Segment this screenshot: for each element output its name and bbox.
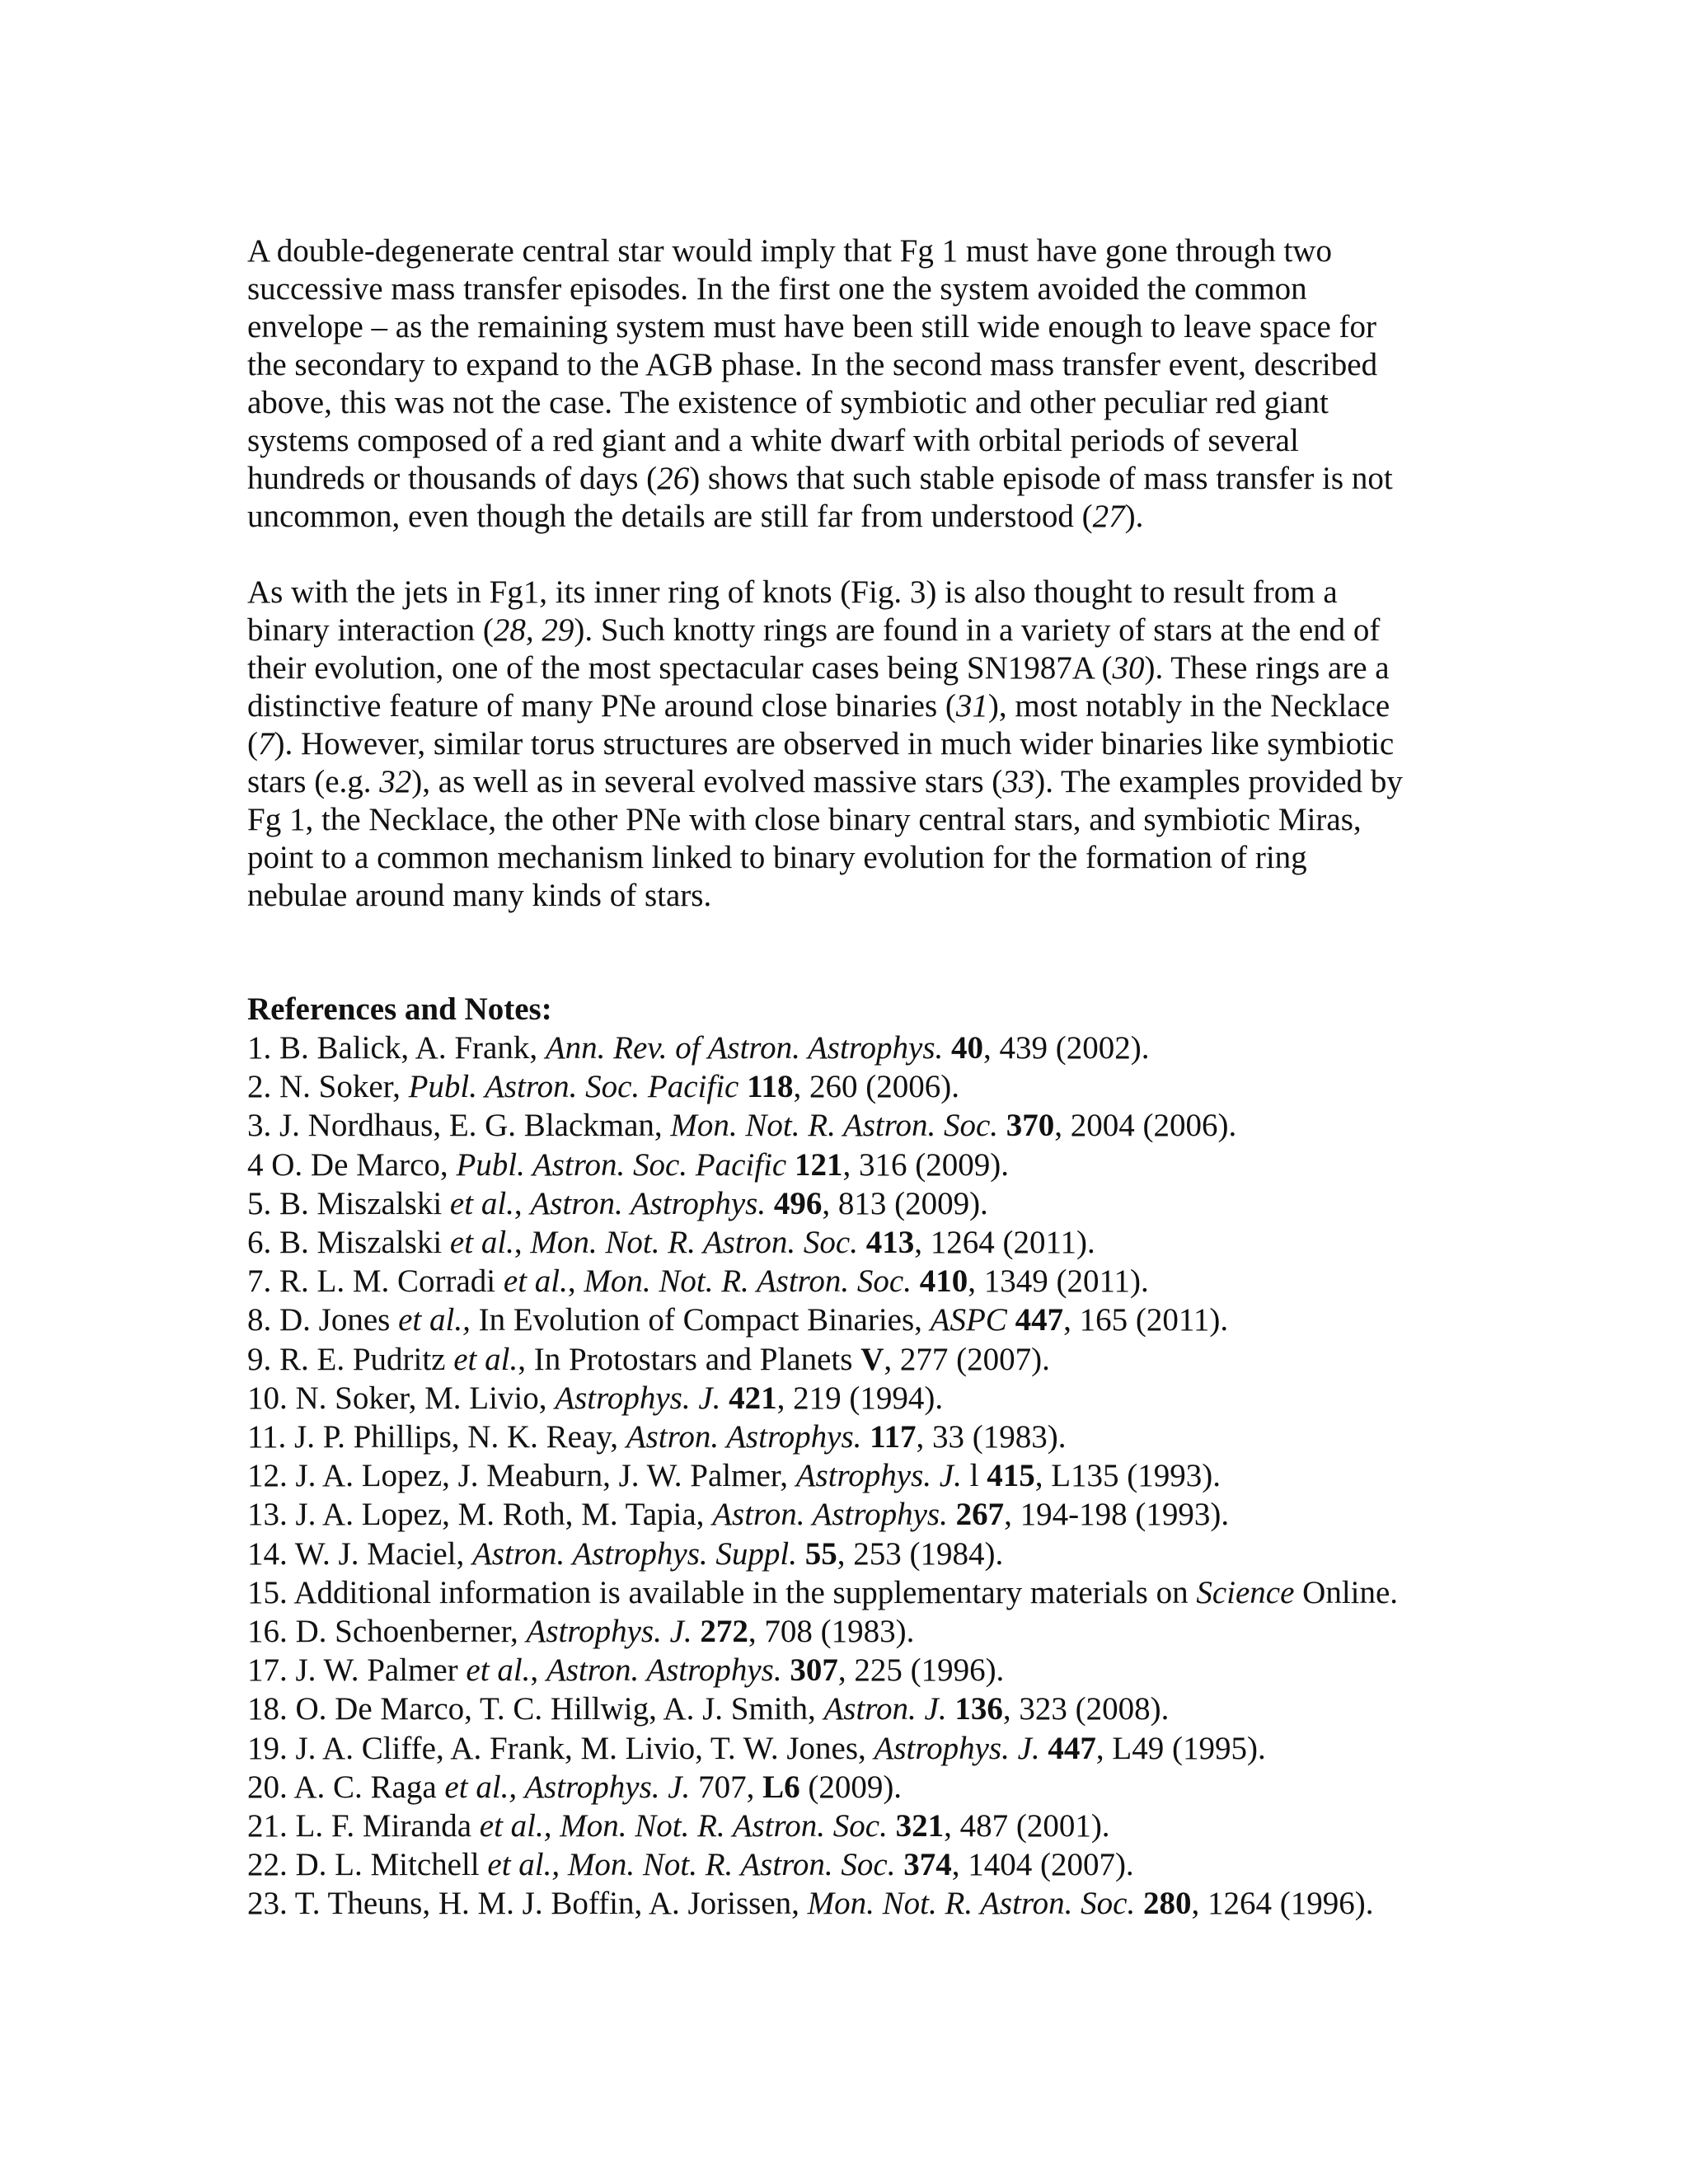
text-run: 5. B. Miszalski <box>247 1185 450 1221</box>
text-run: Astron. Astrophys. <box>546 1652 782 1689</box>
text-run: 40 <box>951 1030 983 1066</box>
text-run: 447 <box>1048 1730 1096 1766</box>
reference-item <box>247 1729 1467 1768</box>
text-run: , L135 (1993). <box>1034 1458 1221 1494</box>
text-run: Online. <box>1294 1574 1399 1610</box>
reference-item <box>247 1067 1467 1106</box>
text-run: V <box>860 1341 884 1377</box>
text-run: 1. B. Balick, A. Frank, <box>247 1030 546 1066</box>
reference-item <box>247 1845 1467 1884</box>
reference-item <box>247 1106 1467 1145</box>
text-run: , <box>530 1652 546 1689</box>
text-run: 32 <box>379 764 412 799</box>
text-run: 370 <box>1006 1108 1055 1144</box>
text-run: ). The examples provided by <box>1034 764 1403 799</box>
text-run: hundreds or thousands of days ( <box>247 461 658 496</box>
text-run: , 2004 (2006). <box>1054 1108 1237 1144</box>
text-run: successive mass transfer episodes. In the first one the system avoided the common <box>247 271 1307 307</box>
text-run: 17. J. W. Palmer <box>247 1652 467 1689</box>
text-run: 117 <box>870 1419 917 1455</box>
text-run: (2009). <box>799 1769 903 1805</box>
text-run: 421 <box>729 1380 777 1416</box>
text-run: 9. R. E. Pudritz <box>247 1341 454 1377</box>
text-run: 14. W. J. Maciel, <box>247 1535 472 1572</box>
text-run: Astron. J. <box>823 1691 947 1727</box>
text-run: 6. B. Miszalski <box>247 1225 450 1261</box>
text-run <box>797 1536 805 1572</box>
text-run: the secondary to expand to the AGB phase. In the second mass transfer event, described <box>247 347 1378 382</box>
reference-item <box>247 1651 1467 1690</box>
text-run: 374 <box>903 1847 952 1883</box>
reference-item <box>247 1340 1467 1379</box>
text-run: Astron. Astrophys. <box>626 1419 862 1455</box>
paragraph-line <box>247 649 1467 687</box>
text-run: , 225 (1996). <box>837 1652 1005 1689</box>
body-text <box>247 232 1467 915</box>
text-run <box>738 1069 747 1104</box>
text-run: 4 O. De Marco, <box>247 1146 457 1183</box>
text-run: , 323 (2008). <box>1002 1691 1170 1727</box>
text-run: In Evolution of Compact Binaries, <box>470 1302 931 1338</box>
text-run: et al. <box>453 1341 518 1377</box>
text-run: ). Such knotty rings are found in a variety of stars at the end of <box>574 612 1381 648</box>
text-run: L6 <box>762 1769 800 1805</box>
text-run: et al., Mon. Not. R. Astron. Soc. <box>479 1808 888 1844</box>
text-run: et al., Astrophys. J. <box>444 1769 691 1805</box>
reference-item <box>247 1807 1467 1845</box>
text-run: uncommon, even though the details are still far from understood ( <box>247 499 1093 534</box>
text-run: l <box>961 1458 987 1494</box>
paragraph-line <box>247 877 1467 915</box>
text-run: A double-degenerate central star would imply that Fg 1 must have gone through two <box>247 233 1332 269</box>
text-run: ), as well as in several evolved massive stars ( <box>411 764 1003 799</box>
text-run <box>766 1186 774 1221</box>
text-run: 27 <box>1092 499 1125 534</box>
paragraph-line <box>247 763 1467 801</box>
text-run: et al., <box>398 1302 471 1338</box>
text-run: , L49 (1995). <box>1095 1730 1266 1766</box>
paragraph-line <box>247 384 1467 422</box>
text-run: , 1349 (2011). <box>968 1263 1149 1300</box>
text-run: ( <box>247 726 258 762</box>
references-heading: References and Notes: <box>247 991 552 1027</box>
text-run <box>1135 1886 1143 1921</box>
text-run: , 1264 (2011). <box>914 1225 1095 1261</box>
reference-item <box>247 1262 1467 1301</box>
reference-item <box>247 1379 1467 1418</box>
text-run: 26 <box>657 461 690 496</box>
text-run: 410 <box>919 1263 968 1300</box>
paragraph-line <box>247 308 1467 346</box>
reference-item <box>247 1029 1467 1067</box>
reference-item <box>247 1535 1467 1573</box>
text-run: 413 <box>865 1225 915 1261</box>
reference-item <box>247 1573 1467 1612</box>
text-run: ) shows that such stable episode of mass transfer is not <box>689 461 1393 496</box>
paragraph-binary-evolution <box>247 232 1467 536</box>
text-run: , <box>567 1263 584 1300</box>
text-run: 30 <box>1112 650 1145 686</box>
text-run: ). These rings are a <box>1144 650 1390 686</box>
text-run: Publ. Astron. Soc. Pacific <box>456 1146 787 1183</box>
text-run: , 708 (1983). <box>748 1614 915 1650</box>
text-run: 22. D. L. Mitchell <box>247 1847 488 1883</box>
text-run <box>720 1380 729 1416</box>
text-run: 267 <box>955 1497 1005 1533</box>
text-run: 13. J. A. Lopez, M. Roth, M. Tapia, <box>247 1497 713 1533</box>
text-run: 11. J. P. Phillips, N. K. Reay, <box>247 1419 626 1455</box>
text-run: , 1264 (1996). <box>1191 1886 1374 1922</box>
text-run: 19. J. A. Cliffe, A. Frank, M. Livio, T. W. Jones, <box>247 1730 874 1766</box>
text-run: 20. A. C. Raga <box>247 1769 445 1805</box>
text-run: 2. N. Soker, <box>247 1069 409 1105</box>
text-run <box>786 1147 795 1183</box>
reference-item <box>247 1690 1467 1728</box>
text-run: 415 <box>987 1458 1035 1494</box>
text-run: Astrophys. J. <box>555 1380 721 1416</box>
text-run: et al. <box>449 1225 514 1261</box>
text-run: 272 <box>700 1614 748 1650</box>
reference-item <box>247 1456 1467 1495</box>
text-run: , 219 (1994). <box>776 1380 944 1416</box>
text-run <box>692 1614 701 1649</box>
reference-item <box>247 1768 1467 1807</box>
reference-item <box>247 1146 1467 1184</box>
reference-item <box>247 1884 1467 1923</box>
paragraph-line <box>247 687 1467 725</box>
paragraph-line <box>247 498 1467 536</box>
text-run: Astron. Astrophys. <box>712 1497 948 1533</box>
text-run <box>948 1497 956 1532</box>
text-run <box>947 1691 955 1727</box>
text-run: 33 <box>1002 764 1035 799</box>
text-run <box>998 1108 1006 1143</box>
text-run: , 165 (2011). <box>1063 1302 1229 1338</box>
text-run: point to a common mechanism linked to binary evolution for the formation of ring <box>247 840 1307 875</box>
reference-item <box>247 1184 1467 1223</box>
text-run: , 1404 (2007). <box>951 1847 1134 1883</box>
paragraph-line <box>247 574 1467 612</box>
text-run: nebulae around many kinds of stars. <box>247 878 712 913</box>
text-run: 118 <box>747 1069 794 1105</box>
text-run: ). However, similar torus structures are observed in much wider binaries like symbiotic <box>274 726 1395 762</box>
text-run: 23. T. Theuns, H. M. J. Boffin, A. Jorissen, <box>247 1886 808 1922</box>
paragraph-line <box>247 839 1467 877</box>
paragraph-line <box>247 612 1467 649</box>
text-run: above, this was not the case. The existence of symbiotic and other peculiar red giant <box>247 385 1329 420</box>
text-run: envelope – as the remaining system must have been still wide enough to leave space for <box>247 309 1377 344</box>
paragraph-ring-nebulae <box>247 574 1467 915</box>
text-run: ). <box>1124 499 1144 534</box>
text-run: 21. L. F. Miranda <box>247 1808 480 1844</box>
text-run: Astrophys. J. <box>874 1730 1040 1766</box>
text-run: 12. J. A. Lopez, J. Meaburn, J. W. Palmer, <box>247 1458 796 1494</box>
text-run: , 813 (2009). <box>822 1185 988 1221</box>
text-run: Publ. Astron. Soc. Pacific <box>408 1069 739 1105</box>
references-list <box>247 1029 1467 1924</box>
text-run: Astron. Astrophys. Suppl. <box>471 1535 797 1572</box>
text-run: 16. D. Schoenberner, <box>247 1614 527 1650</box>
text-run: 31 <box>955 688 988 724</box>
text-run: 136 <box>954 1691 1003 1727</box>
paragraph-line <box>247 346 1467 384</box>
reference-item <box>247 1301 1467 1339</box>
text-run: 307 <box>790 1652 838 1689</box>
text-run: 321 <box>895 1808 945 1844</box>
text-run: their evolution, one of the most spectacular cases being SN1987A ( <box>247 650 1113 686</box>
text-run <box>888 1808 896 1844</box>
text-run: Mon. Not. R. Astron. Soc. <box>584 1263 912 1300</box>
text-run: et al. <box>449 1185 514 1221</box>
text-run: Mon. Not. R. Astron. Soc. <box>807 1886 1136 1922</box>
text-run: Astrophys. J. <box>795 1458 962 1494</box>
text-run: 10. N. Soker, M. Livio, <box>247 1380 556 1416</box>
text-run: , 316 (2009). <box>842 1146 1009 1183</box>
text-run: As with the jets in Fg1, its inner ring of knots (Fig. 3) is also thought to result from a <box>247 574 1338 610</box>
reference-item <box>247 1223 1467 1262</box>
text-run: , 260 (2006). <box>793 1069 959 1105</box>
reference-item <box>247 1612 1467 1651</box>
text-run: 280 <box>1143 1886 1192 1922</box>
text-run: , 277 (2007). <box>884 1341 1050 1377</box>
text-run <box>1040 1731 1048 1766</box>
text-run: 447 <box>1015 1302 1064 1338</box>
text-run: distinctive feature of many PNe around close binaries ( <box>247 688 956 724</box>
paragraph-line <box>247 270 1467 308</box>
text-run: Astrophys. J. <box>526 1614 692 1650</box>
paragraph-line <box>247 460 1467 498</box>
paragraph-line <box>247 422 1467 460</box>
text-run: , 253 (1984). <box>837 1535 1004 1572</box>
text-run: , In Protostars and Planets <box>518 1341 861 1377</box>
text-run: 15. Additional information is available in the supplementary materials on <box>247 1574 1197 1610</box>
text-run: Science <box>1196 1574 1295 1610</box>
text-run: 707, <box>690 1769 763 1805</box>
text-run <box>861 1419 870 1455</box>
text-run: binary interaction ( <box>247 612 494 648</box>
text-run: 18. O. De Marco, T. C. Hillwig, A. J. Smith, <box>247 1691 824 1727</box>
text-run: Fg 1, the Necklace, the other PNe with close binary central stars, and symbiotic Miras, <box>247 802 1362 837</box>
text-run: stars (e.g. <box>247 764 380 799</box>
paragraph-line <box>247 725 1467 763</box>
text-run: , 194-198 (1993). <box>1004 1497 1230 1533</box>
text-run: , 487 (2001). <box>944 1808 1110 1844</box>
reference-item <box>247 1418 1467 1456</box>
text-run: 7 <box>258 726 274 762</box>
text-run: 7. R. L. M. Corradi <box>247 1263 504 1300</box>
text-run: et al. <box>466 1652 531 1689</box>
text-run: ), most notably in the Necklace <box>987 688 1390 724</box>
document-page <box>247 232 1467 1924</box>
reference-item <box>247 1495 1467 1534</box>
text-run: 121 <box>794 1146 843 1183</box>
text-run <box>943 1030 951 1066</box>
paragraph-line <box>247 232 1467 270</box>
text-run: ASPC <box>930 1302 1007 1338</box>
text-run: et al. <box>503 1263 568 1300</box>
text-run: Astron. Astrophys. <box>530 1185 767 1221</box>
text-run: , <box>513 1185 531 1221</box>
text-run: , 33 (1983). <box>916 1419 1067 1455</box>
text-run <box>1007 1302 1015 1338</box>
text-run: 3. J. Nordhaus, E. G. Blackman, <box>247 1108 671 1144</box>
text-run: , 439 (2002). <box>983 1030 1150 1066</box>
text-run: Mon. Not. R. Astron. Soc. <box>670 1108 999 1144</box>
paragraph-line <box>247 801 1467 839</box>
text-run: 28, 29 <box>493 612 574 648</box>
text-run <box>858 1225 866 1260</box>
text-run <box>912 1263 920 1299</box>
text-run: Ann. Rev. of Astron. Astrophys. <box>545 1030 944 1066</box>
text-run <box>782 1652 790 1688</box>
text-run: Mon. Not. R. Astron. Soc. <box>530 1225 858 1261</box>
text-run: , <box>513 1225 531 1261</box>
text-run <box>895 1847 903 1882</box>
text-run: 496 <box>773 1185 823 1221</box>
text-run: 55 <box>804 1535 837 1572</box>
text-run: systems composed of a red giant and a white dwarf with orbital periods of several <box>247 423 1299 458</box>
text-run: et al., Mon. Not. R. Astron. Soc. <box>487 1847 896 1883</box>
text-run: 8. D. Jones <box>247 1302 399 1338</box>
